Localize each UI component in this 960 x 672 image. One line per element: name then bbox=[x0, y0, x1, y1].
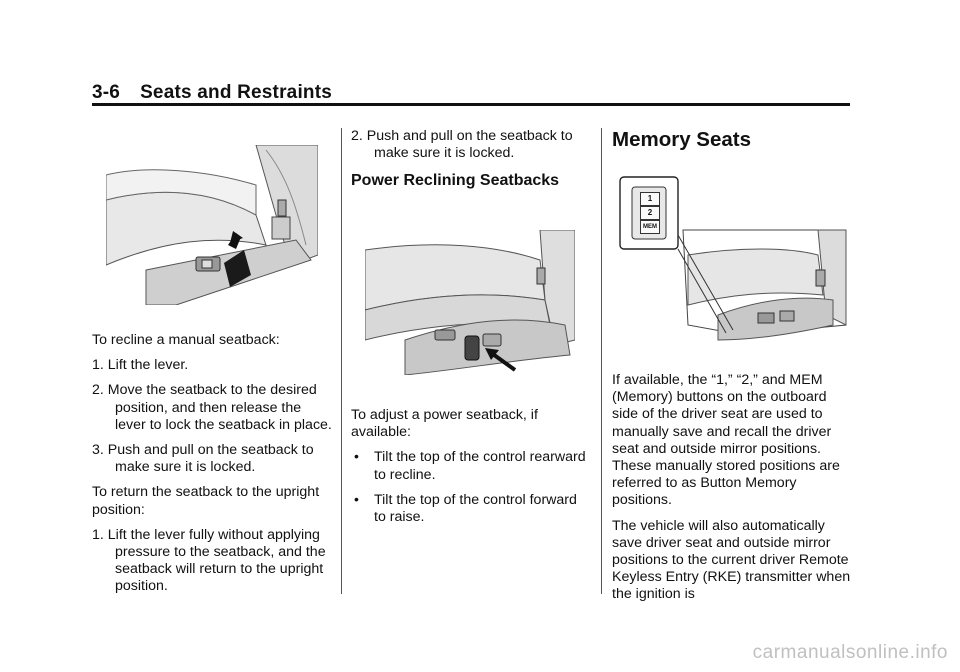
middle-column-bottom bbox=[351, 407, 591, 534]
bullet-recline: • Tilt the top of the control rearward to recline. bbox=[351, 449, 591, 483]
memory-button-mem: MEM bbox=[640, 220, 660, 234]
middle-column-top bbox=[351, 128, 591, 170]
memory-paragraph-1: If available, the “1,” “2,” and MEM (Memory) buttons on the outboard side of the driver seat are used to manually save and recall the driver seat and outside mirror positions. These manually stored positions are referred to as Button Memory positions. bbox=[612, 372, 840, 509]
section-number: 3-6 bbox=[92, 82, 121, 103]
header-rule bbox=[92, 103, 850, 106]
upright-intro: To return the seatback to the upright position: bbox=[92, 484, 320, 518]
column-divider-left bbox=[341, 128, 342, 594]
bullet-raise: • Tilt the top of the control forward to raise. bbox=[351, 492, 591, 526]
column-divider-right bbox=[601, 128, 602, 594]
recline-step-3: 3. Push and pull on the seatback to make sure it is locked. bbox=[92, 442, 314, 476]
manual-seat-lever-illustration bbox=[106, 145, 318, 305]
recline-intro: To recline a manual seatback: bbox=[92, 332, 280, 348]
power-intro: To adjust a power seatback, if available: bbox=[351, 407, 538, 441]
memory-button-2: 2 bbox=[640, 206, 660, 220]
recline-step-2: 2. Move the seatback to the desired position, and then release the lever to lock the seatback in place. bbox=[92, 382, 332, 433]
upright-step-1: 1. Lift the lever fully without applying pressure to the seatback, and the seatback will return to the upright position. bbox=[92, 526, 326, 595]
middle-step-2: 2. Push and pull on the seatback to make sure it is locked. bbox=[351, 128, 573, 162]
section-title: Seats and Restraints bbox=[140, 82, 333, 103]
power-reclining-heading: Power Reclining Seatbacks bbox=[351, 172, 560, 189]
memory-seats-heading: Memory Seats bbox=[612, 128, 752, 151]
memory-paragraph-2: The vehicle will also automatically save driver seat and outside mirror positions to the current driver Remote Keyless Entry (RKE) transmitter when the ignition is bbox=[612, 517, 851, 603]
right-column-text bbox=[612, 372, 854, 612]
memory-button-1: 1 bbox=[640, 192, 660, 206]
recline-step-1: 1. Lift the lever. bbox=[92, 357, 189, 374]
watermark: carmanualsonline.info bbox=[752, 642, 948, 663]
memory-seat-illustration bbox=[618, 175, 848, 355]
page-header bbox=[92, 82, 332, 104]
left-column bbox=[92, 332, 332, 604]
power-seatback-illustration bbox=[365, 230, 575, 375]
